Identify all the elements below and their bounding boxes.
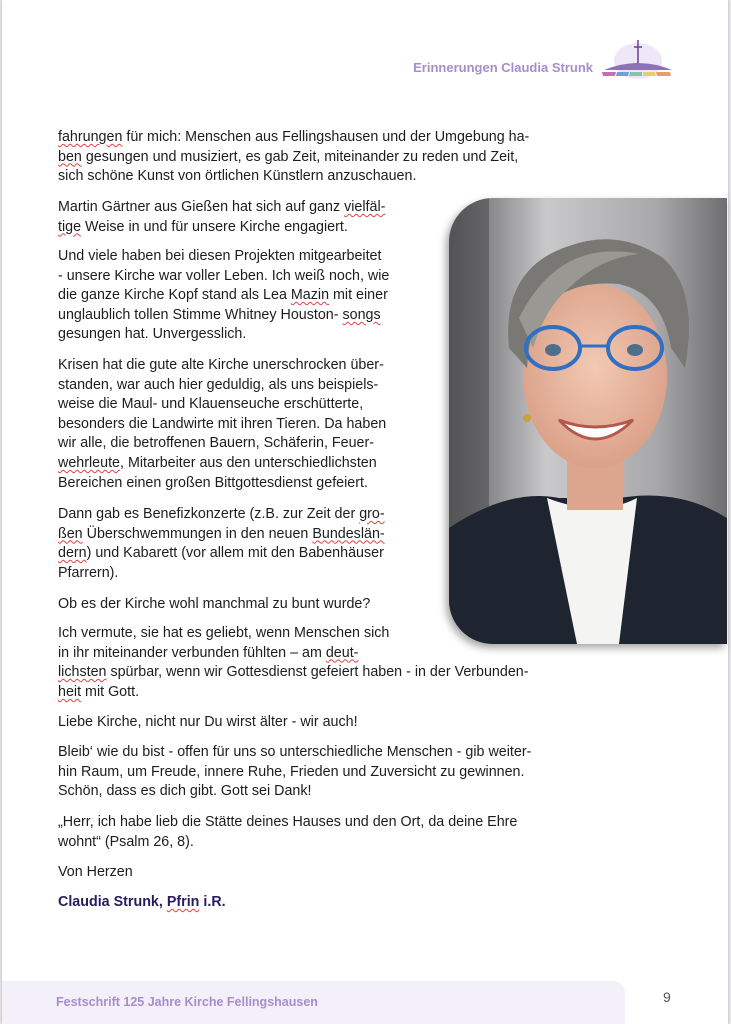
spell-marked-word: Bundeslän- [312,525,385,542]
text-span: Ich vermute, sie hat es geliebt, wenn Menschen sich [58,625,390,641]
paragraph-8 [58,713,610,733]
paragraph-1 [58,128,610,187]
text-span: mit Gott. [81,683,140,700]
paragraph-4 [58,356,443,493]
signature [58,893,610,913]
spell-marked-word: songs [342,306,381,323]
paragraph-10 [58,813,610,852]
paragraph-5 [58,505,443,583]
text-span: weise die Maul- und Klauenseuche erschütterte, [58,396,364,413]
text-span: Schön, dass es dich gibt. Gott sei Dank! [58,783,312,800]
spell-marked-word: heit [58,683,82,700]
text-span: besonders die Landwirte mit ihren Tieren. Da haben [58,415,387,432]
church-rainbow-logo-icon [598,38,678,84]
spell-marked-word: tige [58,218,82,235]
text-span: Und viele haben bei diesen Projekten mitgearbeitet [58,248,382,264]
page-number: 9 [663,989,671,1005]
text-span: sich schöne Kunst von örtlichen Künstlern anzuschauen. [58,168,417,185]
text-span: Liebe Kirche, nicht nur Du wirst älter - wir auch! [58,714,358,730]
portrait-photo [449,198,727,644]
closing-line [58,863,610,883]
spell-marked-word: Pfrin [166,894,200,910]
text-span: gesungen hat. Unvergesslich. [58,326,247,343]
text-span: spürbar, wenn wir Gottesdienst gefeiert haben - in der Verbunden- [106,664,529,681]
text-span: ) und Kabarett (vor allem mit den Babenhäuser [86,545,384,562]
text-span: wir alle, die betroffenen Bauern, Schäferin, Feuer- [58,435,375,452]
text-span: Weise in und für unsere Kirche engagiert. [81,218,348,235]
spell-marked-word: fahrungen [58,129,123,145]
text-span: Krisen hat die gute alte Kirche unerschrocken über- [58,357,384,373]
text-span: Dann gab es Benefizkonzerte (z.B. zur Zeit der [58,506,360,522]
header-title: Erinnerungen Claudia Strunk [413,60,593,75]
text-span: , Mitarbeiter aus den unterschiedlichsten [120,454,377,471]
text-span: - unsere Kirche war voller Leben. Ich weiß noch, wie [58,267,390,284]
text-span: Überschwemmungen in den neuen [82,525,313,542]
text-span: Von Herzen [58,864,133,880]
paragraph-6 [58,595,443,615]
spell-marked-word: dern [58,545,87,562]
spell-marked-word: deut- [325,644,359,661]
text-span: die ganze Kirche Kopf stand als Lea [58,287,291,304]
text-span: standen, war auch hier geduldig, als uns beispiels- [58,376,379,393]
paragraph-2 [58,198,443,237]
text-span: in ihr miteinander verbunden fühlten – am [58,644,326,661]
spell-marked-word: Mazin [290,287,330,304]
spell-marked-word: gro- [359,506,385,522]
footer-title: Festschrift 125 Jahre Kirche Fellingshausen [56,995,318,1009]
spell-marked-word: wehrleute [58,454,120,471]
text-span: i.R. [199,894,226,910]
text-span: mit einer [329,287,388,304]
text-span: unglaublich tollen Stimme Whitney Houston- [58,306,343,323]
text-span: gesungen und musiziert, es gab Zeit, miteinander zu reden und Zeit, [81,148,519,165]
paragraph-7 [58,624,610,702]
spell-marked-word: ßen [58,525,83,542]
text-span: Pfarrern). [58,564,119,581]
text-span: „Herr, ich habe lieb die Stätte deines Hauses und den Ort, da deine Ehre [58,814,518,830]
spell-marked-word: vielfäl- [344,199,386,215]
text-span: Bereichen einen großen Bittgottesdienst gefeiert. [58,474,368,491]
spell-marked-word: ben [58,148,82,165]
paragraph-3 [58,247,443,345]
text-span: Martin Gärtner aus Gießen hat sich auf ganz [58,199,345,215]
text-span: Ob es der Kirche wohl manchmal zu bunt wurde? [58,596,371,612]
text-span: für mich: Menschen aus Fellingshausen und der Umgebung ha- [122,129,530,145]
paragraph-9 [58,743,610,802]
text-span: wohnt“ (Psalm 26, 8). [58,833,194,850]
text-span: hin Raum, um Freude, innere Ruhe, Frieden und Zuversicht zu gewinnen. [58,763,525,780]
text-span: Bleib‘ wie du bist - offen für uns so unterschiedliche Menschen - gib weiter- [58,744,532,760]
spell-marked-word: lichsten [58,664,107,681]
text-span: Claudia Strunk, [58,894,167,910]
